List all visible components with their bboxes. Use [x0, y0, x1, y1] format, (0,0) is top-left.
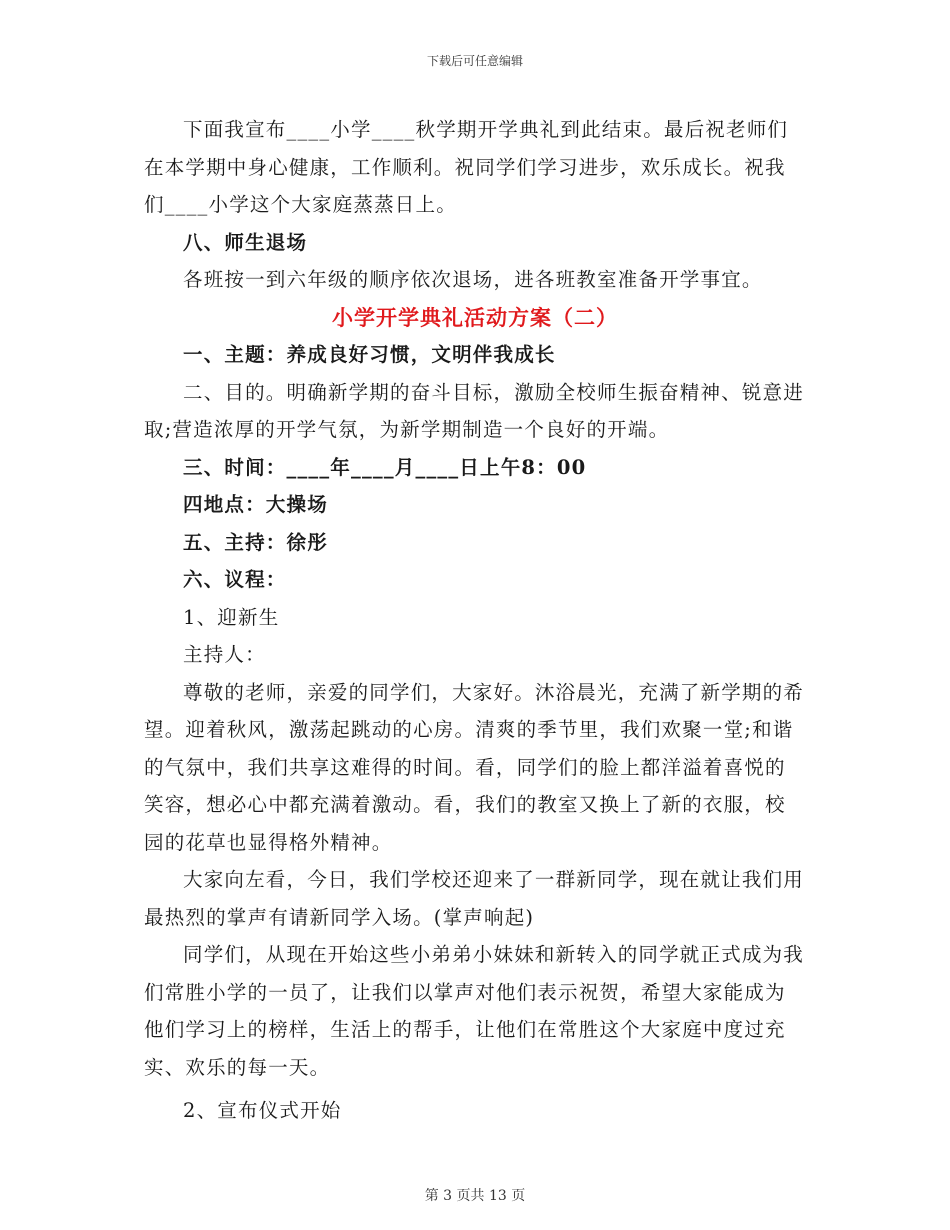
page-footer: 第 3 页共 13 页 — [424, 1188, 526, 1204]
host-speech-paragraph-2: 大家向左看，今日，我们学校还迎来了一群新同学，现在就让我们用最热烈的掌声有请新同学入场。(掌声响起) — [144, 868, 805, 929]
section-heading-1: 一、主题：养成良好习惯，文明伴我成长 — [183, 343, 556, 366]
host-speech-paragraph-1: 尊敬的老师，亲爱的同学们，大家好。沐浴晨光，充满了新学期的希望。迎着秋风，激荡起跳动的心房。清爽的季节里，我们欢聚一堂;和谐的气氛中，我们共享这难得的时间。看，同学们的脸上都洋溢着喜悦的笑容，想必心中都充满着激动。看，我们的教室又换上了新的衣服，校园的花草也显得格外精神。 — [144, 680, 805, 854]
closing-paragraph: 下面我宣布____小学____秋学期开学典礼到此结束。最后祝老师们在本学期中身心健康，工作顺利。祝同学们学习进步，欢乐成长。祝我们____小学这个大家庭蒸蒸日上。 — [144, 118, 789, 216]
section-heading-5: 五、主持：徐彤 — [183, 530, 328, 554]
section-heading-6: 六、议程： — [183, 568, 287, 591]
document-title: 小学开学典礼活动方案（二） — [332, 304, 618, 330]
document-body — [144, 111, 806, 1130]
agenda-item-1: 1、迎新生 — [183, 605, 280, 629]
section-heading-8: 八、师生退场 — [183, 230, 308, 254]
purpose-paragraph: 二、目的。明确新学期的奋斗目标，激励全校师生振奋精神、锐意进取;营造浓厚的开学气氛，为新学期制造一个良好的开端。 — [144, 380, 805, 441]
section-heading-4: 四地点：大操场 — [183, 493, 328, 516]
exit-paragraph: 各班按一到六年级的顺序依次退场，进各班教室准备开学事宜。 — [183, 268, 763, 291]
section-heading-3: 三、时间：____年____月____日上午8：00 — [183, 455, 587, 479]
page-header: 下载后可任意编辑 — [426, 54, 523, 68]
agenda-item-2: 2、宣布仪式开始 — [183, 1099, 342, 1122]
host-speech-paragraph-3: 同学们，从现在开始这些小弟弟小妹妹和新转入的同学就正式成为我们常胜小学的一员了，让我们以掌声对他们表示祝贺，希望大家能成为他们学习上的榜样，生活上的帮手，让他们在常胜这个大家庭中度过充实、欢乐的每一天。 — [144, 943, 805, 1079]
host-label: 主持人： — [183, 643, 266, 666]
